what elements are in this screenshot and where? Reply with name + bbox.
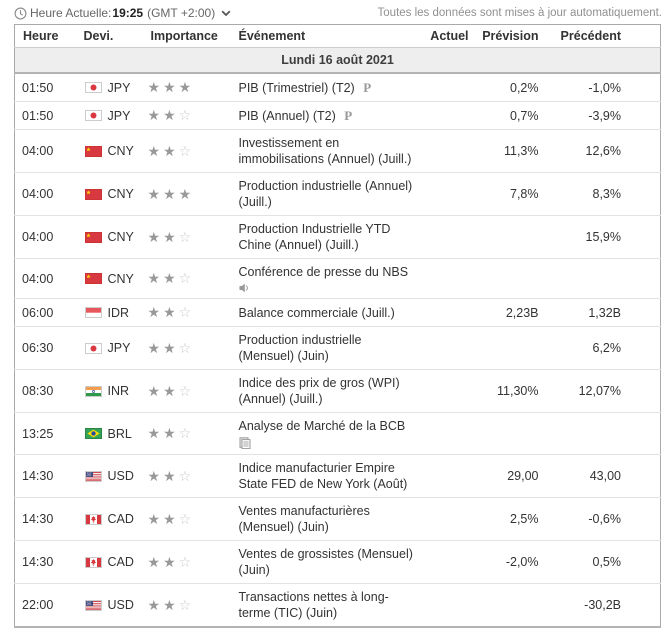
brazil-flag-icon [85, 428, 102, 439]
event-cell [231, 130, 426, 173]
importance-stars [146, 259, 231, 299]
current-time-label: Heure Actuelle: [30, 6, 112, 20]
col-header-event: Événement [231, 25, 426, 48]
previous-value: 0,5% [539, 541, 661, 584]
actual-value [426, 455, 469, 498]
event-cell [231, 299, 426, 327]
event-currency-cell [76, 216, 146, 259]
event-link[interactable]: PIB (Annuel) (T2) [238, 108, 336, 123]
event-link[interactable]: PIB (Trimestriel) (T2) [238, 80, 355, 95]
economic-calendar-table [14, 24, 661, 628]
event-currency-cell [76, 130, 146, 173]
china-flag-icon [85, 146, 102, 157]
star-filled-icon: ★ [178, 185, 195, 202]
importance-stars [146, 73, 231, 102]
importance-stars [146, 370, 231, 413]
actual-value [426, 102, 469, 130]
event-row [15, 370, 661, 413]
star-empty-icon: ☆ [178, 339, 195, 356]
importance-stars [146, 102, 231, 130]
previous-value [539, 259, 661, 299]
event-cell [231, 541, 426, 584]
event-cell [231, 327, 426, 370]
previous-value: -3,9% [539, 102, 661, 130]
currency-code: BRL [107, 426, 132, 441]
china-flag-icon [85, 273, 102, 284]
star-filled-icon: ★ [147, 79, 164, 95]
previous-value: 6,2% [539, 327, 661, 370]
event-time: 14:30 [15, 541, 76, 584]
forecast-value [469, 259, 539, 299]
star-filled-icon: ★ [163, 142, 179, 159]
event-link[interactable]: Production industrielle (Annuel) (Juill.) [238, 179, 413, 209]
event-row [15, 102, 661, 130]
star-empty-icon: ☆ [178, 228, 195, 245]
current-time-selector[interactable] [14, 6, 231, 20]
star-empty-icon: ☆ [178, 270, 195, 286]
forecast-value: 2,23B [469, 299, 539, 327]
forecast-value: 11,30% [469, 370, 539, 413]
previous-value: 12,6% [539, 130, 661, 173]
actual-value [426, 498, 469, 541]
star-empty-icon: ☆ [178, 107, 195, 123]
forecast-value: 2,5% [469, 498, 539, 541]
event-row [15, 299, 661, 327]
importance-stars [146, 455, 231, 498]
star-filled-icon: ★ [163, 425, 179, 441]
day-header-label: Lundi 16 août 2021 [15, 48, 661, 74]
report-icon[interactable] [239, 437, 420, 449]
col-header-importance: Importance [146, 25, 231, 48]
indonesia-flag-icon [85, 307, 102, 318]
actual-value [426, 73, 469, 102]
forecast-value [469, 327, 539, 370]
event-row [15, 259, 661, 299]
actual-value [426, 370, 469, 413]
preliminary-icon: P [363, 79, 372, 95]
actual-value [426, 259, 469, 299]
actual-value [426, 584, 469, 628]
star-filled-icon: ★ [163, 79, 179, 95]
event-row [15, 327, 661, 370]
actual-value [426, 327, 469, 370]
preliminary-icon: P [344, 107, 353, 123]
star-filled-icon: ★ [147, 425, 164, 441]
event-cell [231, 584, 426, 628]
report-icon [239, 437, 251, 449]
star-filled-icon: ★ [147, 185, 164, 202]
currency-code: IDR [107, 305, 130, 320]
event-currency-cell [76, 299, 146, 327]
actual-value [426, 413, 469, 455]
timezone-label: (GMT +2:00) [147, 6, 216, 20]
currency-code: CNY [107, 271, 134, 286]
star-filled-icon: ★ [163, 304, 179, 320]
importance-stars [146, 216, 231, 259]
importance-stars [146, 498, 231, 541]
event-link[interactable]: Production industrielle (Mensuel) (Juin) [238, 333, 362, 363]
china-flag-icon [85, 232, 102, 243]
star-filled-icon: ★ [147, 553, 164, 570]
usa-flag-icon [85, 471, 102, 482]
star-filled-icon: ★ [163, 228, 179, 245]
star-filled-icon: ★ [163, 510, 179, 527]
col-header-currency: Devi. [76, 25, 146, 48]
actual-value [426, 541, 469, 584]
star-filled-icon: ★ [147, 339, 164, 356]
forecast-value [469, 413, 539, 455]
currency-code: CNY [107, 230, 134, 244]
importance-stars [146, 130, 231, 173]
event-link[interactable]: Transactions nettes à long-terme (TIC) (Juin) [238, 590, 389, 620]
speaker-icon[interactable] [239, 283, 420, 293]
canada-flag-icon [85, 557, 102, 568]
star-filled-icon: ★ [147, 107, 164, 123]
star-filled-icon: ★ [163, 596, 179, 613]
star-empty-icon: ☆ [178, 510, 195, 527]
importance-stars [146, 584, 231, 628]
importance-stars [146, 413, 231, 455]
previous-value: 15,9% [539, 216, 661, 259]
star-filled-icon: ★ [147, 596, 164, 613]
currency-code: CAD [107, 512, 134, 526]
event-cell [231, 216, 426, 259]
forecast-value: 7,8% [469, 173, 539, 216]
event-link[interactable]: Conférence de presse du NBS [238, 265, 409, 279]
previous-value: -1,0% [588, 80, 621, 95]
event-cell [231, 370, 426, 413]
japan-flag-icon [85, 82, 102, 93]
usa-flag-icon [85, 600, 102, 611]
event-row [15, 130, 661, 173]
previous-value: -30,2B [539, 584, 661, 628]
currency-code: CNY [107, 144, 134, 158]
currency-code: USD [107, 469, 134, 483]
star-filled-icon: ★ [147, 142, 164, 159]
table-header-row [15, 25, 661, 48]
star-filled-icon: ★ [163, 107, 179, 123]
star-filled-icon: ★ [147, 467, 164, 484]
event-time: 04:00 [15, 259, 76, 299]
event-time: 22:00 [15, 584, 76, 628]
event-cell [231, 498, 426, 541]
event-link[interactable]: Indice des prix de gros (WPI) (Annuel) (Juill.) [238, 376, 400, 406]
japan-flag-icon [85, 110, 102, 121]
event-time: 14:30 [15, 455, 76, 498]
previous-value: 8,3% [539, 173, 661, 216]
forecast-value: 29,00 [469, 455, 539, 498]
star-filled-icon: ★ [163, 339, 179, 356]
star-filled-icon: ★ [147, 510, 164, 527]
event-time: 01:50 [22, 80, 54, 95]
previous-value: 1,32B [539, 299, 661, 327]
event-row [15, 413, 661, 455]
china-flag-icon [85, 189, 102, 200]
star-filled-icon: ★ [178, 79, 195, 95]
event-time: 08:30 [15, 370, 76, 413]
col-header-actual: Actuel [426, 25, 469, 48]
event-row [15, 498, 661, 541]
event-link[interactable]: Analyse de Marché de la BCB [238, 419, 406, 433]
importance-stars [146, 299, 231, 327]
event-link[interactable]: Indice manufacturier Empire State FED de New York (Août) [238, 461, 408, 491]
event-currency-cell [76, 102, 146, 130]
topbar [0, 2, 668, 24]
star-filled-icon: ★ [147, 304, 164, 320]
star-empty-icon: ☆ [178, 596, 195, 613]
star-filled-icon: ★ [163, 185, 179, 202]
star-filled-icon: ★ [147, 382, 164, 399]
event-row [15, 73, 661, 102]
currency-code: JPY [107, 341, 131, 355]
event-currency-cell [76, 413, 146, 455]
chevron-down-icon[interactable] [221, 10, 231, 17]
event-link[interactable]: Investissement en immobilisations (Annuel) (Juill.) [238, 136, 412, 166]
event-currency-cell [76, 584, 146, 628]
star-filled-icon: ★ [147, 270, 164, 286]
currency-code: JPY [107, 80, 131, 95]
event-currency-cell [76, 73, 146, 102]
star-empty-icon: ☆ [178, 304, 195, 320]
event-cell [231, 455, 426, 498]
currency-code: USD [107, 598, 134, 612]
event-time: 04:00 [15, 216, 76, 259]
event-row [15, 584, 661, 628]
star-filled-icon: ★ [163, 270, 179, 286]
star-empty-icon: ☆ [178, 142, 195, 159]
col-header-previous: Précédent [539, 25, 661, 48]
forecast-value: 0,2% [510, 80, 539, 95]
event-time: 01:50 [15, 102, 76, 130]
event-link[interactable]: Production Industrielle YTD Chine (Annuel) (Juill.) [238, 222, 391, 252]
event-row [15, 455, 661, 498]
event-time: 13:25 [15, 413, 76, 455]
currency-code: JPY [107, 108, 131, 123]
currency-code: CAD [107, 555, 134, 569]
india-flag-icon [85, 386, 102, 397]
actual-value [426, 173, 469, 216]
actual-value [426, 130, 469, 173]
event-time: 06:00 [15, 299, 76, 327]
clock-icon [14, 7, 27, 20]
previous-value: 12,07% [539, 370, 661, 413]
event-cell [231, 173, 426, 216]
col-header-forecast: Prévision [469, 25, 539, 48]
event-time: 04:00 [15, 130, 76, 173]
event-currency-cell [76, 498, 146, 541]
star-filled-icon: ★ [163, 382, 179, 399]
event-link[interactable]: Ventes de grossistes (Mensuel) (Juin) [238, 547, 413, 577]
star-empty-icon: ☆ [178, 382, 195, 399]
star-filled-icon: ★ [163, 467, 179, 484]
event-row [15, 541, 661, 584]
event-time: 14:30 [15, 498, 76, 541]
star-empty-icon: ☆ [178, 425, 195, 441]
event-currency-cell [76, 370, 146, 413]
japan-flag-icon [85, 343, 102, 354]
star-filled-icon: ★ [147, 228, 164, 245]
auto-update-note: Toutes les données sont mises à jour automatiquement. [377, 7, 662, 19]
importance-stars [146, 327, 231, 370]
event-link[interactable]: Balance commerciale (Juill.) [238, 305, 395, 320]
currency-code: INR [107, 384, 130, 398]
event-time: 06:30 [15, 327, 76, 370]
star-empty-icon: ☆ [178, 553, 195, 570]
current-time-value: 19:25 [112, 6, 144, 20]
star-filled-icon: ★ [163, 553, 179, 570]
event-row [15, 173, 661, 216]
event-cell [231, 73, 426, 102]
currency-code: CNY [107, 187, 134, 201]
forecast-value: 0,7% [469, 102, 539, 130]
event-link[interactable]: Ventes manufacturières (Mensuel) (Juin) [238, 504, 370, 534]
event-currency-cell [76, 455, 146, 498]
event-row [15, 216, 661, 259]
speaker-icon [239, 283, 250, 293]
event-currency-cell [76, 327, 146, 370]
forecast-value: -2,0% [469, 541, 539, 584]
previous-value: -0,6% [539, 498, 661, 541]
star-empty-icon: ☆ [178, 467, 195, 484]
previous-value: 43,00 [539, 455, 661, 498]
event-cell [231, 259, 426, 299]
event-time: 04:00 [15, 173, 76, 216]
event-currency-cell [76, 541, 146, 584]
col-header-time: Heure [15, 25, 76, 48]
event-cell [231, 413, 426, 455]
actual-value [426, 299, 469, 327]
event-currency-cell [76, 259, 146, 299]
event-currency-cell [76, 173, 146, 216]
canada-flag-icon [85, 514, 102, 525]
event-cell [231, 102, 426, 130]
day-header-row [15, 48, 661, 74]
previous-value [539, 413, 661, 455]
importance-stars [146, 173, 231, 216]
forecast-value: 11,3% [469, 130, 539, 173]
forecast-value [469, 584, 539, 628]
actual-value [426, 216, 469, 259]
importance-stars [146, 541, 231, 584]
forecast-value [469, 216, 539, 259]
